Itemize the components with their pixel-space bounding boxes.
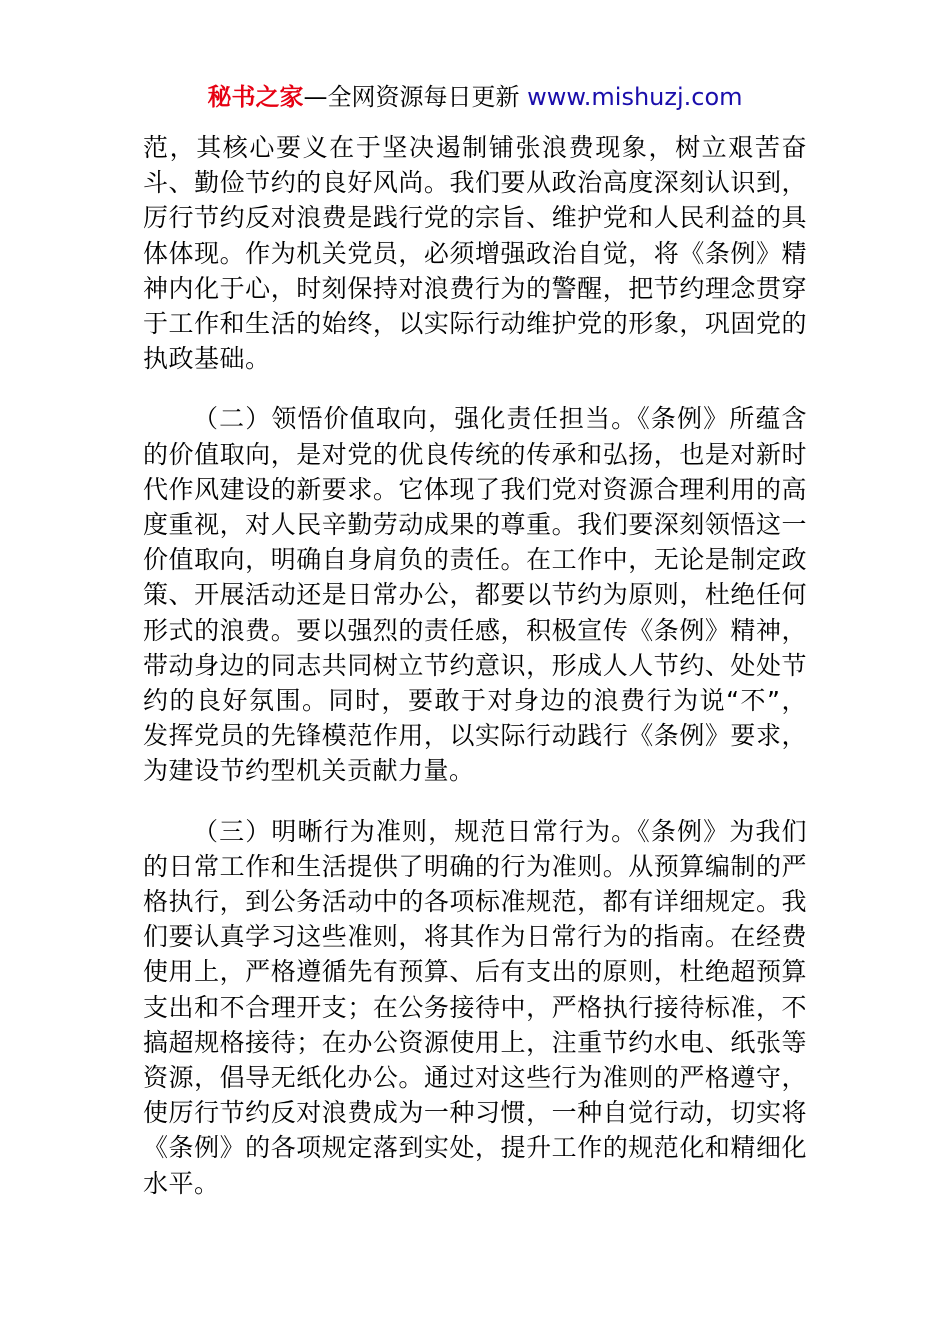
document-body xyxy=(143,130,807,1201)
paragraph-section-three: （三）明晰行为准则，规范日常行为。《条例》为我们的日常工作和生活提供了明确的行为准则。从预算编制的严格执行，到公务活动中的各项标准规范，都有详细规定。我们要认真学习这些准则，将其作为日常行为的指南。在经费使用上，严格遵循先有预算、后有支出的原则，杜绝超预算支出和不合理开支；在公务接待中，严格执行接待标准，不搞超规格接待；在办公资源使用上，注重节约水电、纸张等资源，倡导无纸化办公。通过对这些行为准则的严格遵守，使厉行节约反对浪费成为一种习惯，一种自觉行动，切实将《条例》的各项规定落到实处，提升工作的规范化和精细化水平。 xyxy=(143,816,807,1198)
site-url-link[interactable]: www.mishuzj.com xyxy=(527,83,743,111)
site-header xyxy=(0,80,950,114)
site-brand: 秘书之家 xyxy=(207,83,304,111)
paragraph-continued: 范，其核心要义在于坚决遏制铺张浪费现象，树立艰苦奋斗、勤俭节约的良好风尚。我们要从政治高度深刻认识到，厉行节约反对浪费是践行党的宗旨、维护党和人民利益的具体体现。作为机关党员，必须增强政治自觉，将《条例》精神内化于心，时刻保持对浪费行为的警醒，把节约理念贯穿于工作和生活的始终，以实际行动维护党的形象，巩固党的执政基础。 xyxy=(143,133,807,374)
paragraph-section-two: （二）领悟价值取向，强化责任担当。《条例》所蕴含的价值取向，是对党的优良传统的传承和弘扬，也是对新时代作风建设的新要求。它体现了我们党对资源合理利用的高度重视，对人民辛勤劳动成果的尊重。我们要深刻领悟这一价值取向，明确自身肩负的责任。在工作中，无论是制定政策、开展活动还是日常办公，都要以节约为原则，杜绝任何形式的浪费。要以强烈的责任感，积极宣传《条例》精神，带动身边的同志共同树立节约意识，形成人人节约、处处节约的良好氛围。同时，要敢于对身边的浪费行为说“不”，发挥党员的先锋模范作用，以实际行动践行《条例》要求，为建设节约型机关贡献力量。 xyxy=(143,404,807,786)
site-tagline: —全网资源每日更新 xyxy=(303,83,520,111)
